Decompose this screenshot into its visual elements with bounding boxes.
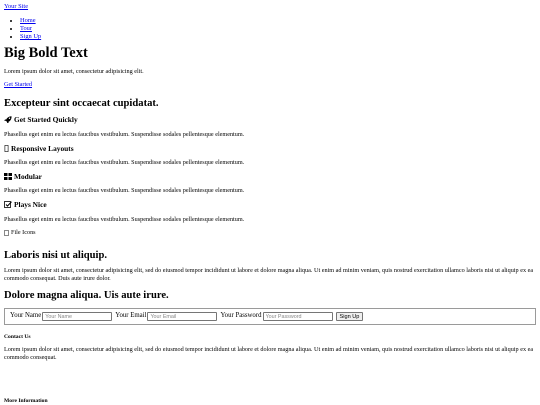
image-alt-text: File Icons <box>11 229 36 237</box>
password-label: Your Password <box>220 312 262 320</box>
nav-item-home <box>20 17 536 25</box>
feature-title-modular <box>4 173 536 182</box>
feature-title-responsive <box>4 145 536 154</box>
mobile-icon <box>4 145 9 152</box>
file-icons-image <box>4 229 36 237</box>
contact-text: Lorem ipsum dolor sit amet, consectetur adipisicing elit, sed do eiusmod tempor incididunt ut labore et dolore magna aliqua. Ut enim ad minim veniam, quis nostrud exercitation ullamco laboris nisi ut aliquip ex ea commodo consequat. <box>4 346 534 362</box>
broken-image-icon <box>4 230 9 236</box>
section2-heading: Laboris nisi ut aliquip. <box>4 250 108 262</box>
hero-subtitle: Lorem ipsum dolor sit amet, consectetur adipisicing elit. <box>4 67 144 75</box>
features-heading: Excepteur sint occaecat cupidatat. <box>4 98 159 110</box>
contact-heading: Contact Us <box>4 334 31 340</box>
name-label: Your Name <box>10 312 42 320</box>
rocket-icon <box>4 116 12 123</box>
name-input[interactable] <box>42 312 112 321</box>
email-input[interactable] <box>147 312 217 321</box>
feature-title-plays-nice <box>4 201 536 210</box>
more-info-heading: More Information <box>4 398 48 404</box>
feature-text: Phasellus eget enim eu lectus faucibus vestibulum. Suspendisse sodales pellentesque elementum. <box>4 215 245 223</box>
feature-title-text: Responsive Layouts <box>11 143 74 153</box>
nav-item-tour <box>20 25 536 33</box>
hero-title: Big Bold Text <box>4 45 88 61</box>
feature-title-text: Get Started Quickly <box>14 115 78 125</box>
feature-text: Phasellus eget enim eu lectus faucibus vestibulum. Suspendisse sodales pellentesque elementum. <box>4 130 245 138</box>
nav-link-sign-up[interactable]: Sign Up <box>20 33 42 40</box>
nav-link-home[interactable]: Home <box>20 17 36 24</box>
password-input[interactable] <box>263 312 333 321</box>
grid-icon <box>4 173 12 180</box>
nav-item-sign-up <box>20 33 536 41</box>
feature-text: Phasellus eget enim eu lectus faucibus vestibulum. Suspendisse sodales pellentesque elementum. <box>4 159 245 167</box>
email-label: Your Email <box>115 312 147 320</box>
get-started-link[interactable]: Get Started <box>4 81 33 89</box>
check-square-icon <box>4 201 12 208</box>
feature-title-text: Modular <box>14 171 42 181</box>
site-link[interactable]: Your Site <box>4 3 29 10</box>
signup-form <box>4 308 536 325</box>
section2-text: Lorem ipsum dolor sit amet, consectetur adipisicing elit, sed do eiusmod tempor incididunt ut labore et dolore magna aliqua. Ut enim ad minim veniam, quis nostrud exercitation ullamco laboris nisi ut aliquip ex ea commodo consequat. Duis aute irure dolor. <box>4 267 534 283</box>
feature-title-get-started <box>4 116 536 125</box>
sign-up-button[interactable]: Sign Up <box>336 312 364 321</box>
feature-text: Phasellus eget enim eu lectus faucibus vestibulum. Suspendisse sodales pellentesque elementum. <box>4 187 245 195</box>
nav-link-tour[interactable]: Tour <box>20 25 32 32</box>
feature-title-text: Plays Nice <box>14 200 47 210</box>
nav-list <box>4 17 536 41</box>
signup-heading: Dolore magna aliqua. Uis aute irure. <box>4 289 169 301</box>
